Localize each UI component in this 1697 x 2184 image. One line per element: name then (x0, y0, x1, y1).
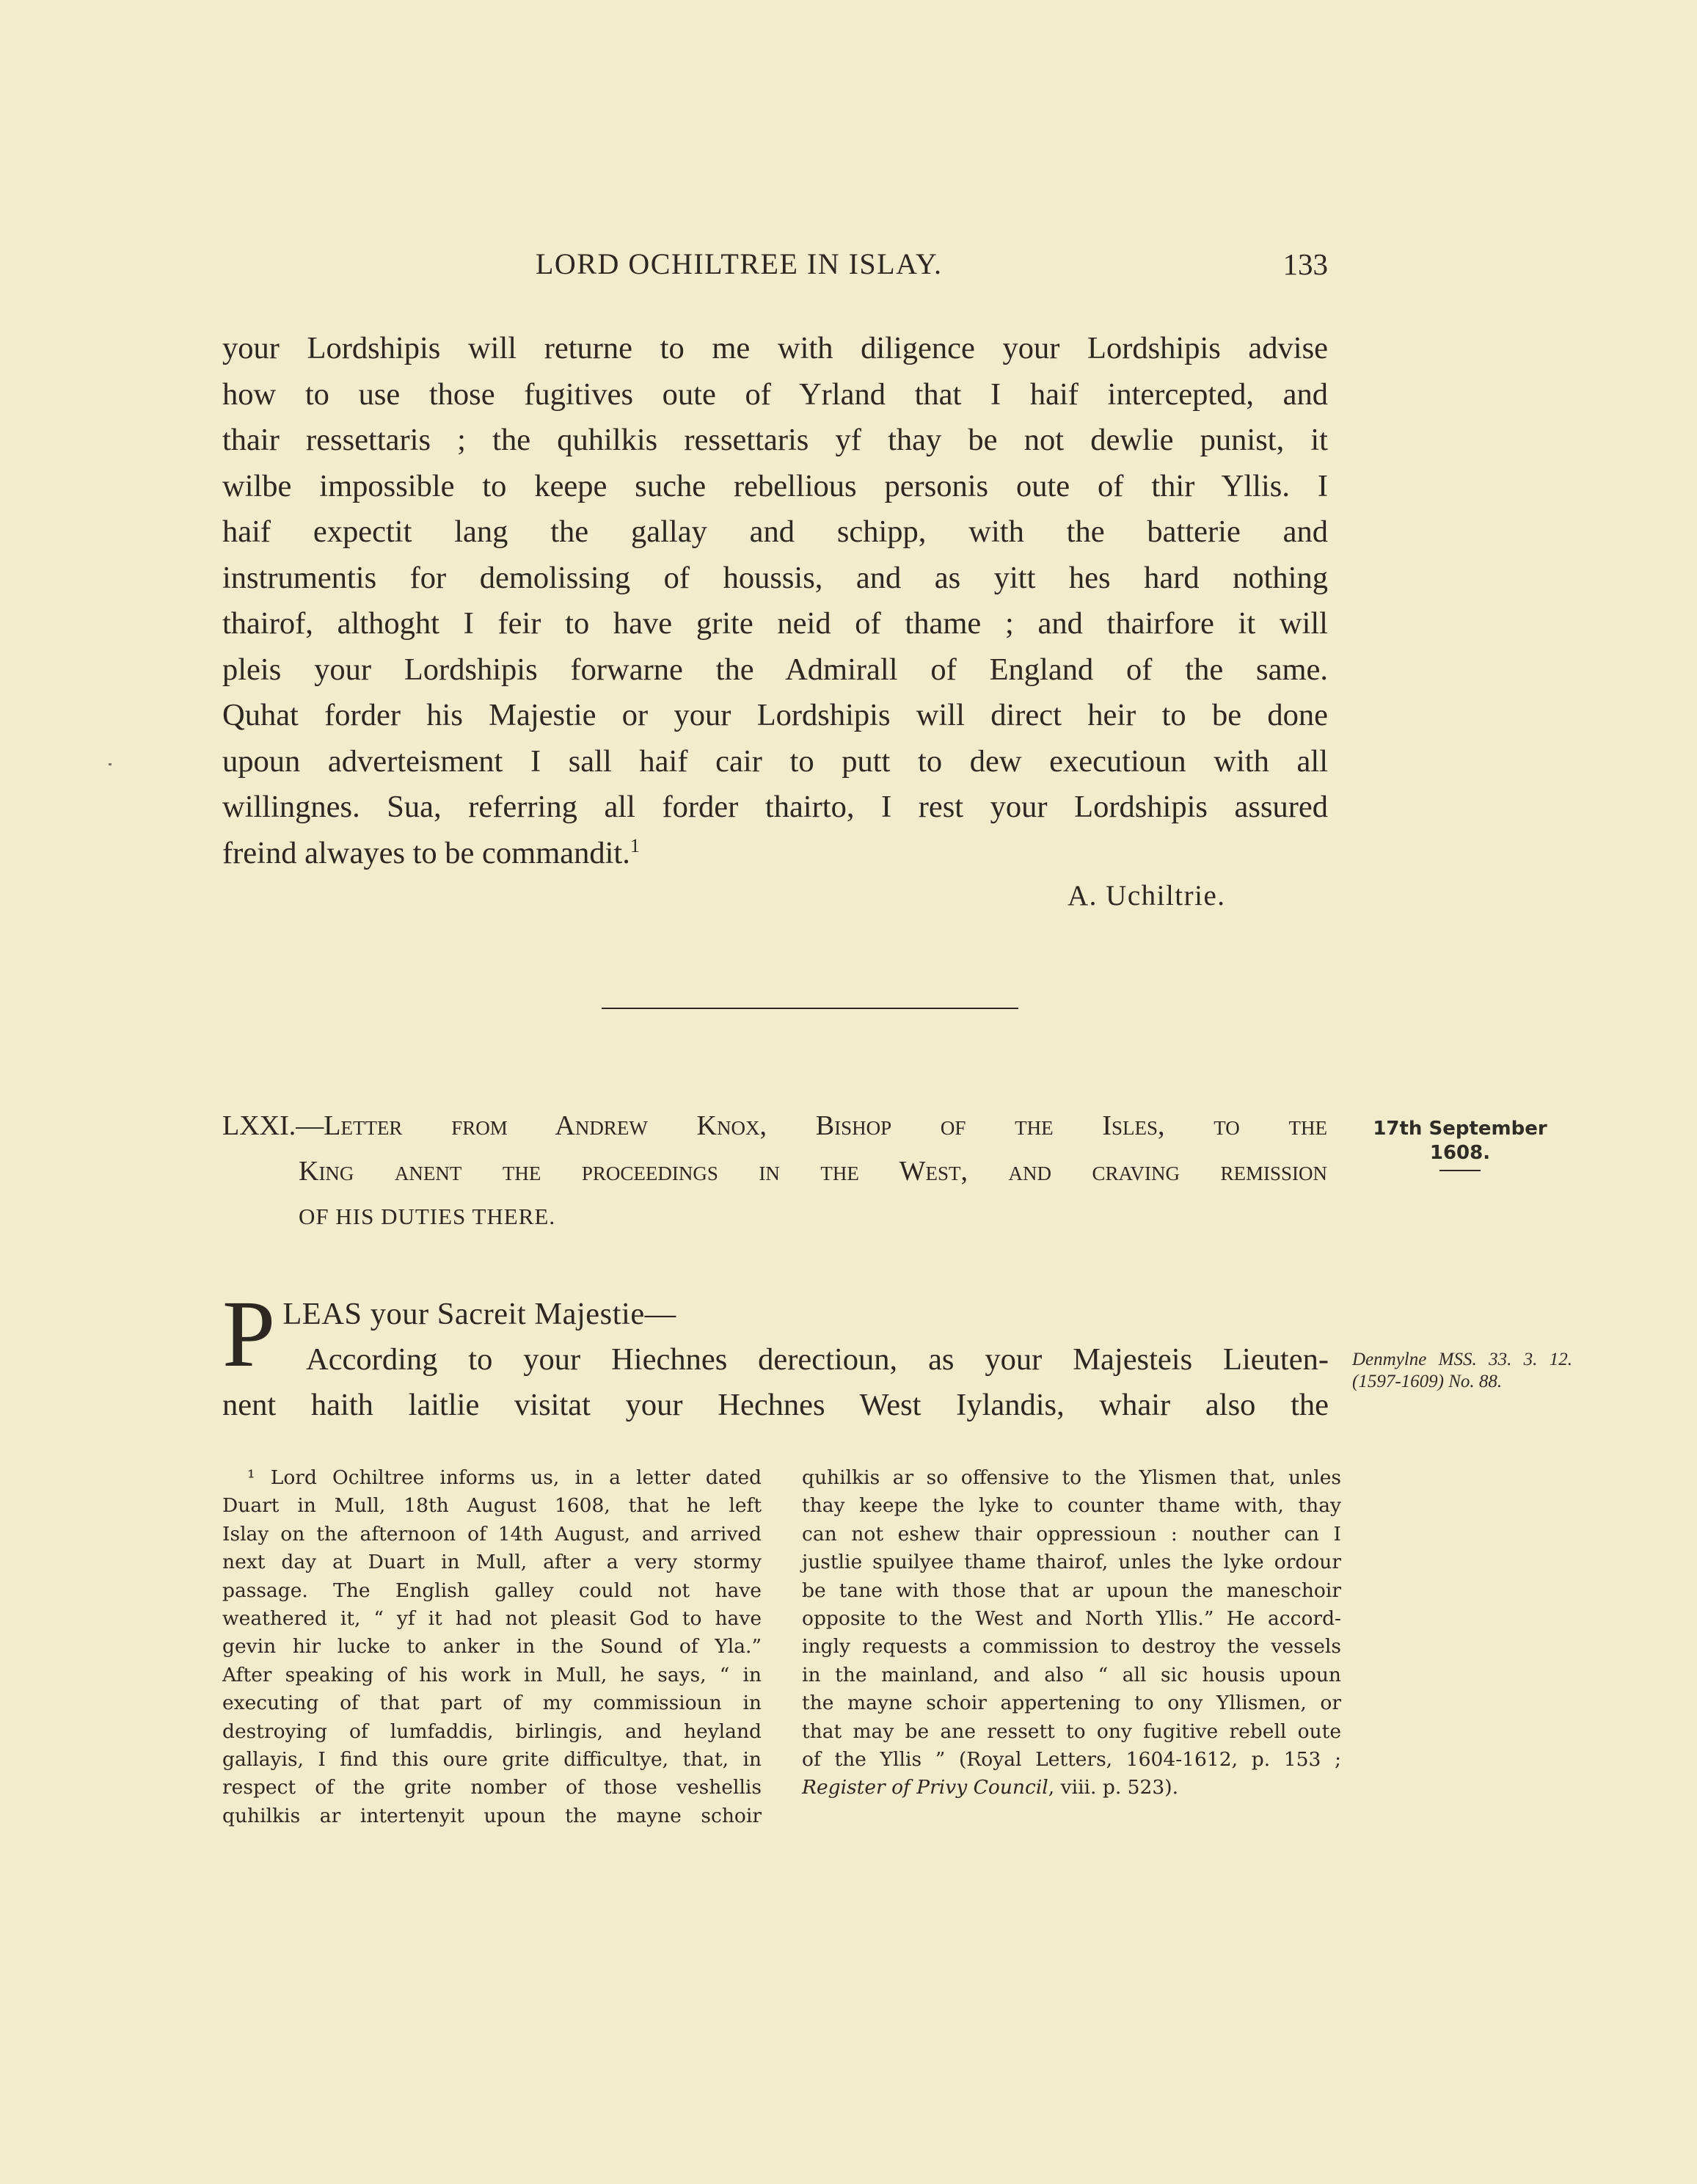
side-date-line-1: 17th September (1373, 1118, 1547, 1140)
body-line: thair ressettaris ; the quhilkis ressettaris yf thay be not dewlie punist, it (222, 423, 1328, 457)
footnote-line: quhilkis ar so offensive to the Ylismen that, unles (802, 1466, 1341, 1489)
footnote-line: can not eshew thair oppressioun : nouther can I (802, 1522, 1341, 1546)
footnote-line: next day at Duart in Mull, after a very stormy (222, 1551, 762, 1574)
register-title: Register of Privy Council (802, 1776, 1048, 1799)
footnote-line: passage. The English galley could not have (222, 1579, 762, 1602)
side-date-note (1365, 1117, 1555, 1171)
footnote-last-line (802, 1774, 1341, 1802)
side-source-text: Denmylne MSS. 33. 3. 12. (1597-1609) No. 88. (1352, 1350, 1572, 1391)
heading-line-2: King anent the proceedings in the West, and craving remission (299, 1156, 1327, 1187)
heading-line-3: OF HIS DUTIES THERE. (299, 1204, 556, 1229)
footnote-line: Islay on the afternoon of 14th August, and arrived (222, 1522, 762, 1546)
salutation: LEAS your Sacreit Majestie— (282, 1297, 676, 1331)
body-line: how to use those fugitives oute of Yrland that I haif intercepted, and (222, 376, 1328, 412)
register-citation: , viii. p. 523). (1048, 1776, 1179, 1799)
footnote-line: ¹ Lord Ochiltree informs us, in a letter dated (247, 1466, 762, 1489)
footnote-line: justlie spuilyee thame thairof, unles the lyke ordour (802, 1551, 1341, 1574)
signature-text: A. Uchiltrie. (1068, 880, 1226, 911)
footnote-line: After speaking of his work in Mull, he says, “ in (222, 1663, 762, 1686)
footnote-column-left (222, 1464, 762, 1830)
body-line: your Lordshipis will returne to me with diligence your Lordshipis advise (222, 331, 1328, 365)
footnote-line: thay keepe the lyke to counter thame with, thay (802, 1494, 1341, 1518)
footnote-line: weathered it, “ yf it had not pleasit God to have (222, 1607, 762, 1631)
footnote-line: gevin hir lucke to anker in the Sound of Yla.” (222, 1635, 762, 1659)
letter-line-1: According to your Hiechnes derectioun, as your Majesteis Lieuten- (306, 1342, 1329, 1377)
body-line: thairof, althoght I feir to have grite neid of thame ; and thairfore it will (222, 606, 1328, 641)
running-head (220, 247, 1328, 291)
footnote-column-right (802, 1464, 1341, 1802)
body-last-line (222, 831, 1328, 877)
body-line: instrumentis for demolissing of houssis, and as yitt hes hard nothing (222, 560, 1328, 595)
signature (1068, 879, 1226, 912)
footnote-line: ingly requests a commission to destroy the vessels (802, 1635, 1341, 1659)
body-last-line-text: freind alwayes to be commandit. (222, 835, 630, 870)
body-line: haif expectit lang the gallay and schipp, with the batterie and (222, 514, 1328, 549)
footnote-line: destroying of lumfaddis, birlingis, and heyland (222, 1719, 762, 1743)
margin-mark (109, 763, 112, 765)
footnote-line: executing of that part of my commissioun in (222, 1692, 762, 1715)
letter-body-continued (222, 326, 1328, 876)
side-date-line-2: 1608. (1429, 1142, 1491, 1164)
letter-line-2: nent haith laitlie visitat your Hechnes West Iylandis, whair also the (222, 1388, 1329, 1422)
footnote-line: that may be ane ressett to ony fugitive rebell oute (802, 1719, 1341, 1743)
footnote-line: quhilkis ar intertenyit upoun the mayne schoir (222, 1804, 762, 1827)
page-number: 133 (1282, 247, 1328, 281)
footnote-line: Duart in Mull, 18th August 1608, that he left (222, 1494, 762, 1518)
footnote-line: the mayne schoir appertening to ony Yllismen, or (802, 1692, 1341, 1715)
footnote-line: respect of the grite nomber of those veshellis (222, 1776, 762, 1799)
body-line: willingnes. Sua, referring all forder thairto, I rest your Lordshipis assured (222, 790, 1328, 824)
footnote-line: opposite to the West and North Yllis.” He accord- (802, 1607, 1341, 1631)
footnote-line: gallayis, I find this oure grite difficultye, that, in (222, 1748, 762, 1772)
drop-cap: P (222, 1281, 276, 1387)
body-line: wilbe impossible to keepe suche rebellious personis oute of thir Yllis. I (222, 468, 1328, 503)
footnote-marker: 1 (629, 834, 641, 856)
footnote-line: be tane with those that ar upoun the maneschoir (802, 1579, 1341, 1602)
body-line: upoun adverteisment I sall haif cair to putt to dew executioun with all (222, 743, 1328, 779)
running-title: LORD OCHILTREE IN ISLAY. (536, 247, 943, 280)
side-date-rule (1439, 1170, 1481, 1171)
side-source-note (1352, 1349, 1572, 1393)
footnote-line: of the Yllis ” (Royal Letters, 1604-1612, p. 153 ; (802, 1748, 1341, 1772)
document-heading (222, 1103, 1327, 1240)
body-line: pleis your Lordshipis forwarne the Admirall of England of the same. (222, 652, 1328, 687)
section-divider (602, 1008, 1018, 1009)
footnote-line: in the mainland, and also “ all sic housis upoun (802, 1663, 1341, 1686)
heading-line-1: LXXI.—Letter from Andrew Knox, Bishop of the Isles, to the (222, 1110, 1327, 1141)
body-line: Quhat forder his Majestie or your Lordshipis will direct heir to be done (222, 698, 1328, 732)
letter-opening (222, 1281, 1329, 1428)
